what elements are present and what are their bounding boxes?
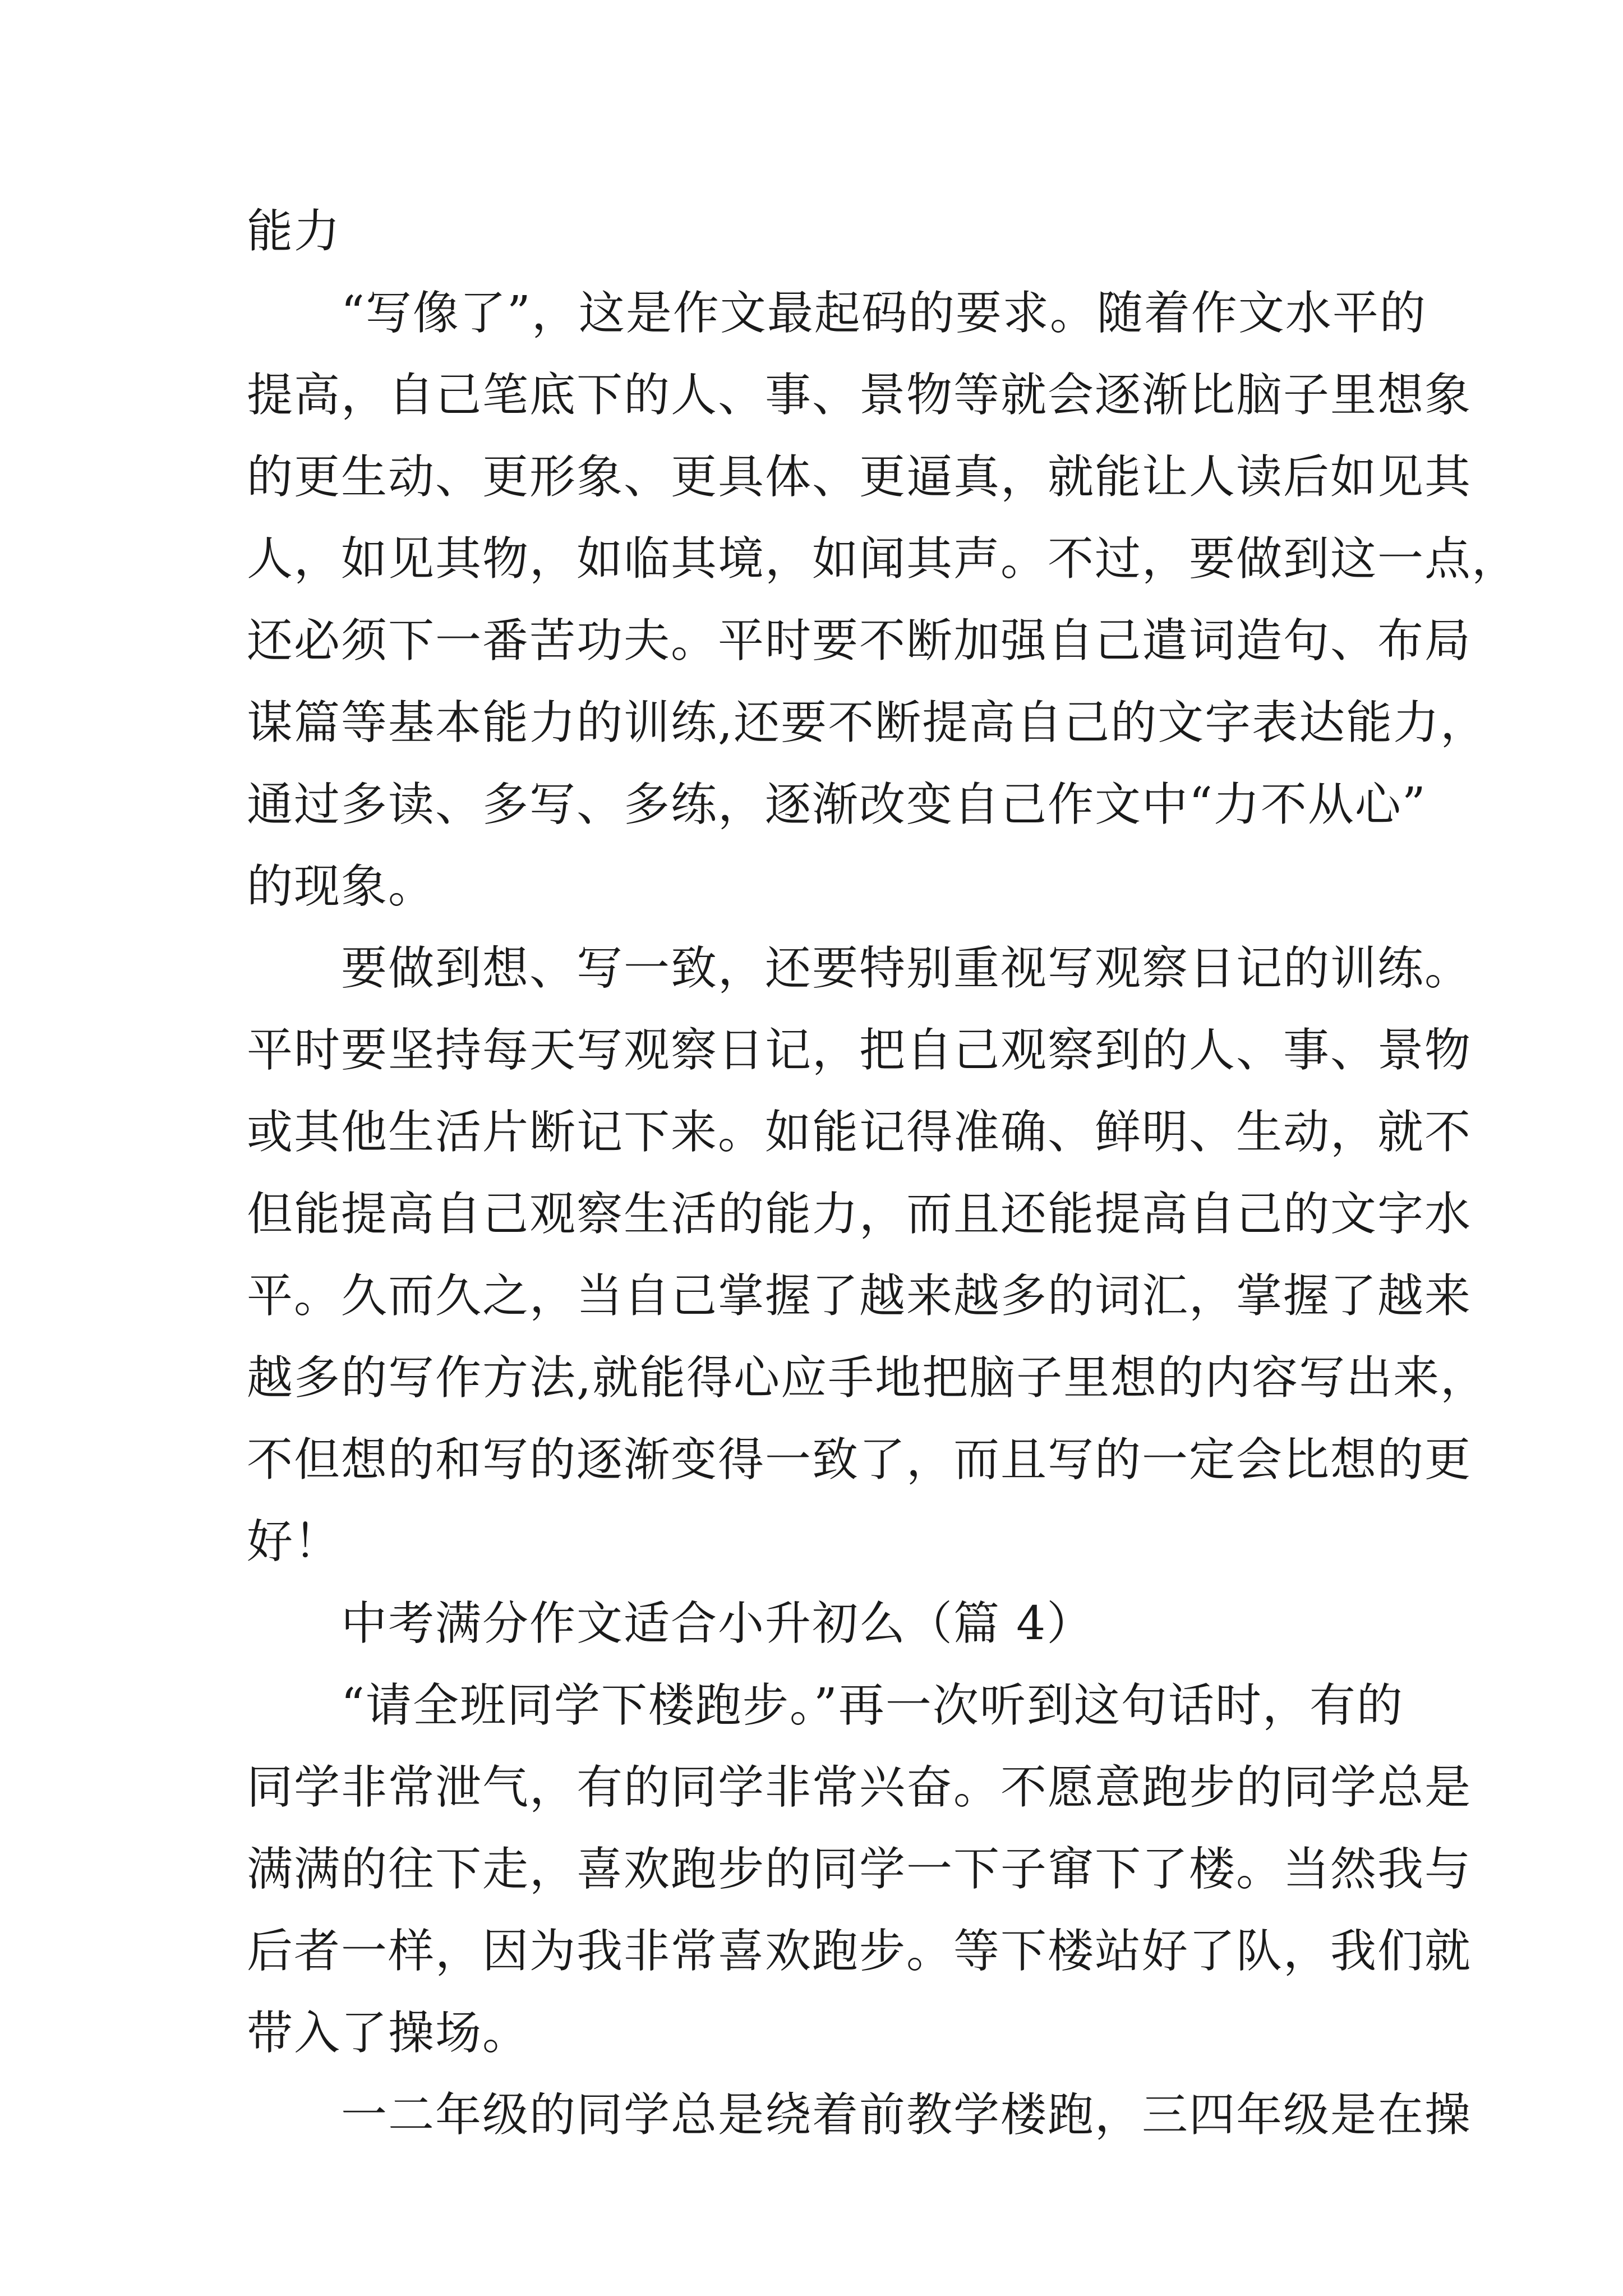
text-line: 同学非常泄气，有的同学非常兴奋。不愿意跑步的同学总是 xyxy=(247,1761,1472,1814)
text-line: 提高，自己笔底下的人、事、景物等就会逐渐比脑子里想象 xyxy=(247,369,1472,422)
text-line: 满满的往下走，喜欢跑步的同学一下子窜下了楼。当然我与 xyxy=(247,1843,1472,1896)
section-heading: 中考满分作文适合小升初么（篇 4） xyxy=(341,1597,1094,1650)
text-line: 平时要坚持每天写观察日记，把自己观察到的人、事、景物 xyxy=(247,1024,1472,1077)
text-line: 通过多读、多写、多练，逐渐改变自己作文中“力不从心” xyxy=(247,778,1427,831)
text-line: 人，如见其物，如临其境，如闻其声。不过，要做到这一点， xyxy=(247,532,1519,586)
text-line: “写像了”，这是作文最起码的要求。随着作文水平的 xyxy=(341,287,1427,340)
text-line: 后者一样，因为我非常喜欢跑步。等下楼站好了队，我们就 xyxy=(247,1925,1472,1978)
text-line: 不但想的和写的逐渐变得一致了，而且写的一定会比想的更 xyxy=(247,1433,1472,1487)
body-text xyxy=(247,191,1519,2156)
text-line: 一二年级的同学总是绕着前教学楼跑，三四年级是在操 xyxy=(341,2088,1472,2142)
text-line: 的更生动、更形象、更具体、更逼真，就能让人读后如见其 xyxy=(247,450,1472,504)
text-line: 好！ xyxy=(247,1515,342,1568)
text-line: 平。久而久之，当自己掌握了越来越多的词汇，掌握了越来 xyxy=(247,1269,1472,1323)
text-line: 越多的写作方法,就能得心应手地把脑子里想的内容写出来， xyxy=(247,1351,1488,1405)
text-line: 的现象。 xyxy=(247,860,436,913)
text-line: “请全班同学下楼跑步。”再一次听到这句话时，有的 xyxy=(341,1679,1404,1732)
text-line: 但能提高自己观察生活的能力，而且还能提高自己的文字水 xyxy=(247,1188,1472,1241)
text-line: 还必须下一番苦功夫。平时要不断加强自己遣词造句、布局 xyxy=(247,614,1472,668)
text-line: 要做到想、写一致，还要特别重视写观察日记的训练。 xyxy=(341,942,1472,995)
text-line: 能力 xyxy=(247,205,342,258)
text-line: 谋篇等基本能力的训练,还要不断提高自己的文字表达能力， xyxy=(247,696,1488,749)
text-line: 带入了操场。 xyxy=(247,2007,530,2060)
text-line: 或其他生活片断记下来。如能记得准确、鲜明、生动，就不 xyxy=(247,1106,1472,1159)
